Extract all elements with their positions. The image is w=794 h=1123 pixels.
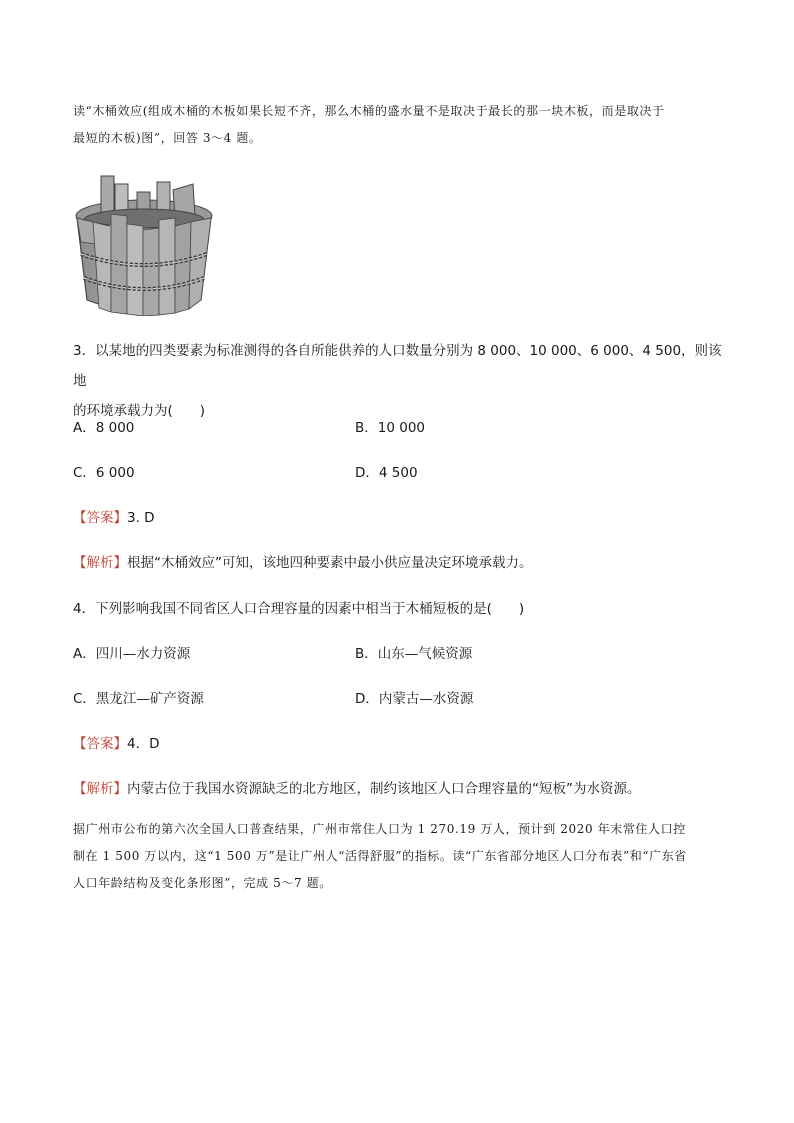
q4-option-b: B．山东—气候资源 [355,646,473,662]
q3-option-a: A．8 000 [73,420,135,436]
answer-text: 3. D [127,510,155,526]
analysis-tag: 【解析】 [73,781,127,797]
q3-option-c: C．6 000 [73,465,135,481]
intro-paragraph-bucket-effect [73,98,729,152]
intro-line: 读“木桶效应(组成木桶的木板如果长短不齐，那么木桶的盛水量不是取决于最长的那一块木板，而是取决于 [73,104,665,118]
answer-text: 4．D [127,736,160,752]
intro-line: 人口年龄结构及变化条形图”，完成 5～7 题。 [73,876,332,890]
intro-line: 制在 1 500 万以内，这“1 500 万”是让广州人“活得舒服”的指标。读“广东省部分地区人口分布表”和“广东省 [73,849,687,863]
analysis-text: 内蒙古位于我国水资源缺乏的北方地区，制约该地区人口合理容量的“短板”为水资源。 [127,781,641,797]
q4-option-a: A．四川—水力资源 [73,646,191,662]
question-3-stem [73,336,733,426]
q3-option-b: B．10 000 [355,420,425,436]
question-line: 4．下列影响我国不同省区人口合理容量的因素中相当于木桶短板的是( ) [73,601,525,617]
analysis-tag: 【解析】 [73,555,127,571]
intro-line: 据广州市公布的第六次全国人口普查结果，广州市常住人口为 1 270.19 万人，预计到 2020 年末常住人口控 [73,822,686,836]
wooden-bucket-illustration [73,172,215,316]
q4-answer [73,734,159,754]
question-line: 的环境承载力为( ) [73,403,206,419]
answer-tag: 【答案】 [73,510,127,526]
q3-answer [73,508,155,528]
question-4-stem [73,594,733,624]
q4-option-c: C．黑龙江—矿产资源 [73,691,204,707]
analysis-text: 根据“木桶效应”可知，该地四种要素中最小供应量决定环境承载力。 [127,555,533,571]
intro-line: 最短的木板)图”，回答 3～4 题。 [73,131,262,145]
answer-tag: 【答案】 [73,736,127,752]
q4-option-d: D．内蒙古—水资源 [355,691,474,707]
intro-paragraph-guangzhou [73,816,729,897]
q4-analysis [73,779,641,799]
q3-option-d: D．4 500 [355,465,418,481]
question-line: 3．以某地的四类要素为标准测得的各自所能供养的人口数量分别为 8 000、10 000、6 000、4 500，则该地 [73,343,722,389]
q3-analysis [73,553,533,573]
